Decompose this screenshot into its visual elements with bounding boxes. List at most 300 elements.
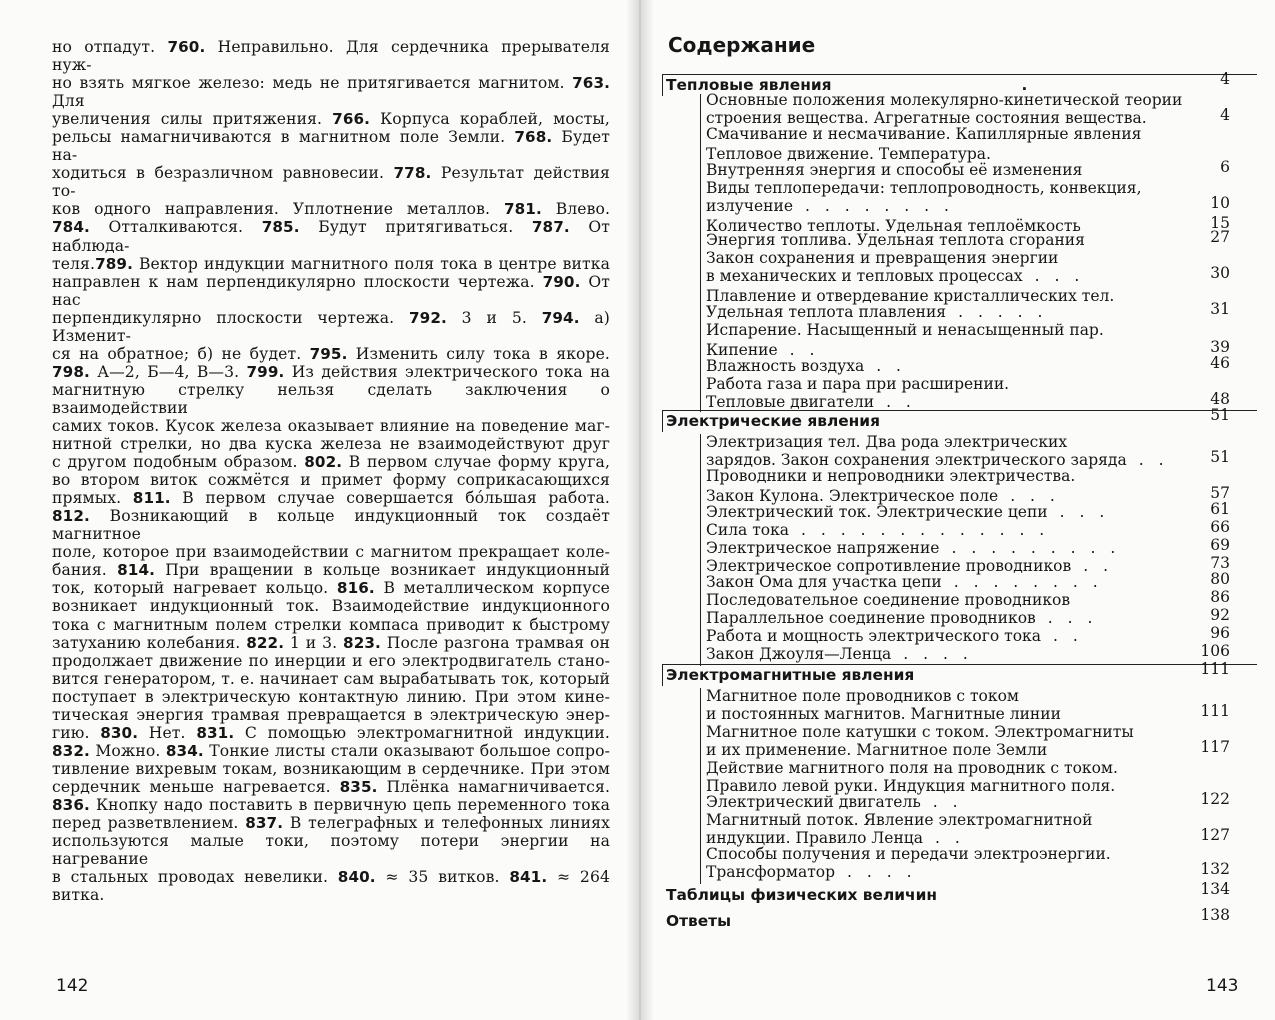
answer-text: во втором виток сожмётся и примет форму соприкасающихся [52,471,610,490]
contents-heading: Содержание [668,33,816,57]
toc-entry-page: 80 [1210,570,1230,588]
toc-entry-line [706,574,1176,592]
answer-number: 784. [52,218,90,237]
toc-entry [706,646,1176,664]
toc-entry [706,688,1176,723]
answer-text: От нас [52,272,611,309]
toc-entry-page: 106 [1200,642,1230,660]
answer-line [52,38,610,74]
answer-line [52,164,610,200]
answer-text: Возникающий в кольце индукционный ток создаёт магнитное [52,507,610,544]
toc-entry-text: в механических и тепловых процессах [706,266,1023,285]
toc-entry-text: индукции. Правило Ленца [706,828,923,847]
toc-leader: . . . . . . . . . [951,539,1121,557]
toc-entry-page: 92 [1210,606,1230,624]
answer-text: Влево. [541,200,611,219]
answer-number: 816. [336,579,375,598]
toc-entry-text: Сила тока [706,521,790,539]
toc-leader: . . [935,828,965,847]
toc-leader: . . [932,793,963,811]
answer-number: 787. [531,218,570,237]
toc-entry [706,434,1176,469]
toc-entry-text: излучение [706,196,794,215]
toc-entry-text: и их применение. Магнитное поле Земли [706,740,1048,759]
toc-entry-line [706,522,1176,540]
answer-line [52,742,610,760]
answer-line [52,200,610,218]
toc-leader: . . [1083,557,1113,575]
toc-entry-text: Испарение. Насыщенный и ненасыщенный пар. [706,321,1104,339]
section-rule [700,434,701,666]
answer-text: затуханию колебания. [52,633,247,652]
answer-line [52,489,610,507]
toc-entry-line [706,846,1176,864]
answer-line [52,724,610,742]
section-rule [700,94,701,412]
toc-entry-page: 15 [1210,214,1230,232]
answer-line [52,381,610,417]
answer-line [52,453,610,471]
toc-entry-text: Электризация тел. Два рода электрических [706,433,1068,451]
answers-text [52,38,610,904]
answer-text: Кнопку надо поставить в первичную цепь переменного тока [89,795,610,814]
answer-text: рельсы намагничиваются в магнитном поле Земли. [52,128,515,147]
answer-text: При вращении в кольце возникает индукционный [155,561,610,580]
answer-text: бания. [52,561,118,580]
answer-number: 840. [337,868,376,887]
toc-entry-page: 6 [1220,158,1230,176]
answer-text: направлен к нам перпендикулярно плоскости чертежа. [52,272,543,291]
answer-text: продолжает движение по инерции и его электродвигатель стано- [52,651,610,670]
answer-text: В первом случае форму круга, [342,453,610,472]
toc-entry-page: 51 [1210,447,1230,466]
toc-section-label: Таблицы физических величин [666,886,938,904]
toc-leader: . . . [1010,487,1060,505]
answer-text: поступает в электрическую контактную линию. При этом кине- [52,687,610,706]
answer-text: теля. [52,254,96,273]
right-page [640,0,1275,1020]
answer-number: 836. [52,795,90,814]
toc-entry [706,394,1176,412]
answer-number: 790. [542,272,581,291]
answer-text: Результат действия то- [52,164,610,201]
page-number-left: 142 [56,976,89,996]
toc-leader: . . [1052,627,1083,645]
answer-line [52,74,610,110]
answer-number: 778. [393,164,432,183]
toc-entry-line [706,250,1176,268]
answer-line [52,760,610,778]
toc-entry-line [706,394,1176,412]
toc-entry [706,760,1176,795]
toc-leader: . . . . . . . . [953,573,1103,591]
toc-entry-page: 73 [1210,554,1230,572]
toc-entry [706,504,1176,522]
toc-entry [706,322,1176,340]
toc-entry-line [706,812,1176,830]
answer-line [52,616,610,634]
toc-entry-text: Тепловое движение. Температура. [706,145,991,163]
toc-leader: . . [789,341,820,359]
answer-line [52,417,610,435]
answer-number: 834. [165,741,204,760]
answer-number: 802. [304,453,343,472]
answer-text: перпендикулярно плоскости чертежа. [52,308,409,327]
toc-entry [706,468,1176,486]
toc-entry-line [706,198,1176,216]
toc-entry-line [706,504,1176,522]
toc-entry-page: 48 [1210,390,1230,408]
toc-entry-text: и постоянных магнитов. Магнитные линии [706,704,1061,723]
toc-entry [706,376,1176,394]
answer-line [52,309,610,345]
toc-entry-text: Правило левой руки. Индукция магнитного поля. [706,776,1116,795]
toc-entry-text: Магнитное поле проводников с током [706,687,1019,705]
answer-line [52,471,610,489]
toc-entry-page: 86 [1210,588,1230,606]
toc-entry-line [706,688,1176,706]
answer-number: 785. [261,218,300,237]
answer-number: 822. [246,633,285,652]
toc-entry-page: 10 [1210,193,1230,212]
toc-entry [706,628,1176,646]
toc-section-page: 134 [1200,880,1230,898]
answer-text: Будут притягиваться. [299,218,532,237]
toc-entry-page: 69 [1210,536,1230,554]
answer-text: тока с магнитным полем стрелки компаса приводит к быстрому [52,615,610,634]
answer-line [52,363,610,381]
toc-entry-text: Смачивание и несмачивание. Капиллярные явления [706,125,1142,143]
toc-entry-page: 127 [1200,825,1230,844]
toc-entry-line [706,268,1176,286]
toc-entry-text: Магнитное поле катушки с током. Электромагниты [706,723,1134,741]
toc-entry-page: 39 [1210,338,1230,356]
toc-entry-page: 31 [1210,300,1230,318]
answer-text: Тонкие листы стали оказывают большое сопро- [203,741,610,760]
toc-section-title [666,886,937,904]
toc-entry-text: Количество теплоты. Удельная теплоёмкость [706,217,1081,235]
answer-line [52,579,610,597]
toc-entry-line [706,628,1176,646]
answer-line [52,255,610,273]
answer-text: ≈ 35 витков. [375,868,510,887]
answer-text: а) Изменит- [52,308,610,345]
toc-entry-text: строения вещества. Агрегатные состояния вещества. [706,108,1147,127]
answer-number: 781. [503,200,542,219]
answer-number: 830. [100,723,139,742]
toc-entry-text: Работа и мощность электрического тока [706,627,1041,645]
toc-leader: . [1021,76,1028,94]
answer-text: магнитную стрелку нельзя сделать заключения о взаимодействии [52,380,610,417]
answer-text: Будет на- [52,128,610,165]
toc-entry [706,304,1176,322]
toc-leader: . . [1138,450,1169,469]
answer-text: прямых. [52,489,133,508]
toc-entry-text: Закон сохранения и превращения энергии [706,249,1059,267]
toc-entry [706,180,1176,215]
toc-section-title [666,666,914,684]
toc-entry-text: зарядов. Закон сохранения электрического заряда [706,450,1127,469]
answer-number: 798. [52,362,90,381]
toc-entry-line [706,180,1176,198]
answer-number: 768. [514,128,553,147]
toc-entry-page: 46 [1210,354,1230,372]
toc-entry [706,812,1176,847]
toc-entry-line [706,646,1176,664]
toc-entry-line [706,592,1176,610]
toc-entry-page: 61 [1210,500,1230,518]
toc-entry-text: Трансформатор [706,862,836,881]
answer-text: С помощью электромагнитной индукции. [234,723,610,742]
toc-entry [706,846,1176,881]
answer-text: вится генератором, т. е. начинает сам вырабатывать ток, который [52,669,610,688]
toc-section-label: Тепловые явления [666,76,832,94]
answer-line [52,832,610,868]
toc-entry-page: 27 [1210,228,1230,246]
toc-entry [706,162,1176,180]
toc-leader: . . . . [903,645,973,663]
toc-entry-page: 111 [1200,701,1230,720]
toc-leader: . . . . . . . . [805,196,954,215]
answer-number: 831. [196,723,235,742]
toc-section-title [666,912,731,930]
answer-text: Корпуса кораблей, мосты, [370,110,610,129]
toc-entry-text: Параллельное соединение проводников [706,609,1036,627]
toc-entry-page: 132 [1200,859,1230,878]
answer-text: Изменить силу тока в якоре. [347,344,610,363]
toc-entry [706,592,1176,610]
answer-number: 814. [117,561,155,580]
toc-leader: . . . . [847,862,917,881]
answer-text: гию. [52,723,101,742]
answer-text: ков одного направления. Уплотнение металлов. [52,200,504,219]
answer-line [52,597,610,615]
toc-entry-page: 30 [1210,263,1230,282]
toc-section-label: Электрические явления [666,412,880,430]
toc-entry-page: 66 [1210,518,1230,536]
answer-line [52,796,610,814]
answer-text: Отталкиваются. [89,218,262,237]
toc-entry-text: Кипение [706,341,778,359]
toc-entry-line [706,232,1176,250]
toc-section-page: 51 [1210,406,1230,424]
answer-number: 766. [332,110,371,129]
answer-text: нитной стрелки, но два куска железа не взаимодействуют друг [52,435,610,454]
toc-entry [706,126,1176,144]
answer-text: 3 и 5. [446,308,542,327]
toc-entry-page: 117 [1200,737,1230,756]
answer-text: перед разветвлением. [52,814,246,833]
toc-entry [706,574,1176,592]
answer-text: После разгона трамвая он [380,633,610,652]
toc-entry-text: Проводники и непроводники электричества. [706,467,1076,485]
answer-text: самих токов. Кусок железа оказывает влияние на поведение маг- [52,416,610,435]
answer-number: 760. [167,38,206,56]
answer-line [52,634,610,652]
answer-text: От наблюда- [52,218,610,255]
answer-text: ≈ 264 витка. [52,868,610,905]
toc-entry-text: Закон Кулона. Электрическое поле [706,487,999,505]
toc-section-page: 111 [1200,660,1230,678]
answer-line [52,868,610,904]
answer-text: но отпадут. [52,38,168,56]
answer-number: 795. [309,344,348,363]
toc-entry-page: 122 [1200,790,1230,808]
toc-entry [706,522,1176,540]
toc-entry [706,540,1176,558]
answer-text: 1 и 3. [284,633,344,652]
answer-text: Плёнка намагничивается. [377,777,611,796]
toc-entry-line [706,864,1176,882]
answer-line [52,435,610,453]
toc-entry-line [706,724,1176,742]
toc-entry-line [706,540,1176,558]
toc-entry-line [706,610,1176,628]
answer-text: возникает индукционный ток. Взаимодействие индукционного [52,597,610,616]
answer-text: увеличения силы притяжения. [52,110,333,129]
toc-leader: . . . . . [958,303,1048,321]
answer-number: 789. [95,254,133,273]
toc-entry [706,91,1183,127]
answer-text: с другом подобным образом. [52,453,305,472]
toc-section-title [666,412,880,430]
toc-section-page: 4 [1220,70,1230,88]
answer-text: сердечник меньше нагревается. [52,777,340,796]
answer-text: но взять мягкое железо: медь не притягивается магнитом. [52,74,573,93]
toc-entry-page: 4 [1220,105,1230,124]
answer-line [52,218,610,254]
answer-line [52,543,610,561]
toc-entry-text: Работа газа и пара при расширении. [706,375,1010,393]
toc-entry-text: Магнитный поток. Явление электромагнитной [706,811,1093,829]
answer-line [52,670,610,688]
answer-text: тивление вихревым токам, возникающим в сердечнике. При этом [52,759,610,778]
toc-entry-line [706,376,1176,394]
toc-entry-page: 96 [1210,624,1230,642]
toc-entry-text: Действие магнитного поля на проводник с током. [706,759,1118,777]
answer-line [52,128,610,164]
answer-text: В телеграфных и телефонных линиях [283,814,610,833]
page-number-right: 143 [1206,976,1239,996]
toc-entry [706,358,1176,376]
toc-entry-line [706,126,1176,144]
answer-number: 811. [132,489,171,508]
toc-leader: . . . [1047,609,1098,627]
toc-entry-line [706,434,1176,452]
toc-entry-line [706,706,1176,724]
toc-entry-page: 57 [1210,484,1230,502]
answer-text: Вектор индукции магнитного поля тока в центре витка [132,254,610,273]
toc-entry-line [706,304,1176,322]
answer-line [52,507,610,543]
toc-entry-text: Энергия топлива. Удельная теплота сгорания [706,231,1085,249]
answer-number: 792. [408,308,447,327]
toc-section-label: Электромагнитные явления [666,666,915,684]
answer-line [52,652,610,670]
answer-text: В металлическом корпусе [374,579,610,598]
toc-entry-text: Плавление и отвердевание кристаллических тел. [706,287,1115,305]
section-rule [700,688,701,884]
answer-text: А—2, Б—4, В—3. [89,362,247,381]
answer-text: ся на обратное; б) не будет. [52,344,310,363]
toc-leader: . . . . . . . . . . . . . [801,521,1050,539]
answer-line [52,778,610,796]
toc-entry-text: Последовательное соединение проводников [706,591,1071,609]
toc-entry-text: Способы получения и передачи электроэнергии. [706,845,1111,863]
toc-entry-line [706,322,1176,340]
toc-leader: . . [876,357,906,375]
answer-line [52,110,610,128]
toc-entry-text: Электрический ток. Электрические цепи [706,503,1048,521]
toc-entry-line [706,162,1176,180]
toc-entry [706,250,1176,285]
answer-line [52,688,610,706]
answer-text: используются малые токи, поэтому потери энергии на нагревание [52,832,610,869]
toc-entry [706,610,1176,628]
toc-entry-text: Внутренняя энергия и способы её изменения [706,161,1083,179]
answer-number: 812. [52,507,90,526]
answer-text: ходиться в безразличном равновесии. [52,164,394,183]
toc-entry-text: Закон Ома для участка цепи [706,573,942,591]
toc-leader: . . . [1034,266,1085,285]
answer-number: 835. [339,777,378,796]
toc-entry [706,232,1176,250]
answer-number: 794. [541,308,580,327]
toc-section-label: Ответы [666,912,732,930]
toc-entry [706,794,1176,812]
toc-entry-text: Закон Джоуля—Ленца [706,645,892,663]
toc-entry-text: Электрическое напряжение [706,539,940,557]
toc-leader: . . [886,393,916,411]
answer-text: Нет. [138,723,197,742]
answer-text: Для [52,92,85,111]
answer-text: поле, которое при взаимодействии с магнитом прекращает коле- [52,543,610,562]
toc-entry-text: Виды теплопередачи: теплопроводность, конвекция, [706,179,1142,197]
toc-entry-text: Удельная теплота плавления [706,303,947,321]
toc-entry-text: Электрическое сопротивление проводников [706,557,1072,575]
answer-text: в стальных проводах невелики. [52,868,338,887]
answer-text: тическая энергия трамвая превращается в электрическую энер- [52,705,610,724]
toc-section-page: 138 [1200,906,1230,924]
answer-number: 823. [343,633,381,652]
answer-line [52,273,610,309]
toc-leader: . . . [1059,503,1110,521]
answer-line [52,706,610,724]
toc-entry-text: Влажность воздуха [706,357,865,375]
answer-line [52,345,610,363]
answer-number: 841. [509,868,548,887]
toc-entry [706,724,1176,759]
answer-number: 832. [52,741,90,760]
answer-line [52,814,610,832]
toc-entry-text: Электрический двигатель [706,793,921,811]
answer-number: 837. [245,814,284,833]
answer-number: 763. [572,74,610,93]
toc-entry-line [706,742,1176,760]
answer-text: В первом случае совершается бóльшая работа. [170,489,610,508]
toc-entry-text: Основные положения молекулярно-кинетической теории [706,91,1183,109]
toc-entry-line [706,760,1176,778]
answer-text: Неправильно. Для сердечника прерывателя нуж- [52,38,610,75]
answer-text: Из действия электрического тока на [284,362,610,381]
toc-entry-text: Тепловые двигатели [706,393,875,411]
toc-entry-line [706,468,1176,486]
answer-line [52,561,610,579]
toc-entry-line [706,91,1183,110]
answer-text: ток, который нагревает кольцо. [52,579,337,598]
answer-number: 799. [246,362,285,381]
toc-entry-line [706,794,1176,812]
